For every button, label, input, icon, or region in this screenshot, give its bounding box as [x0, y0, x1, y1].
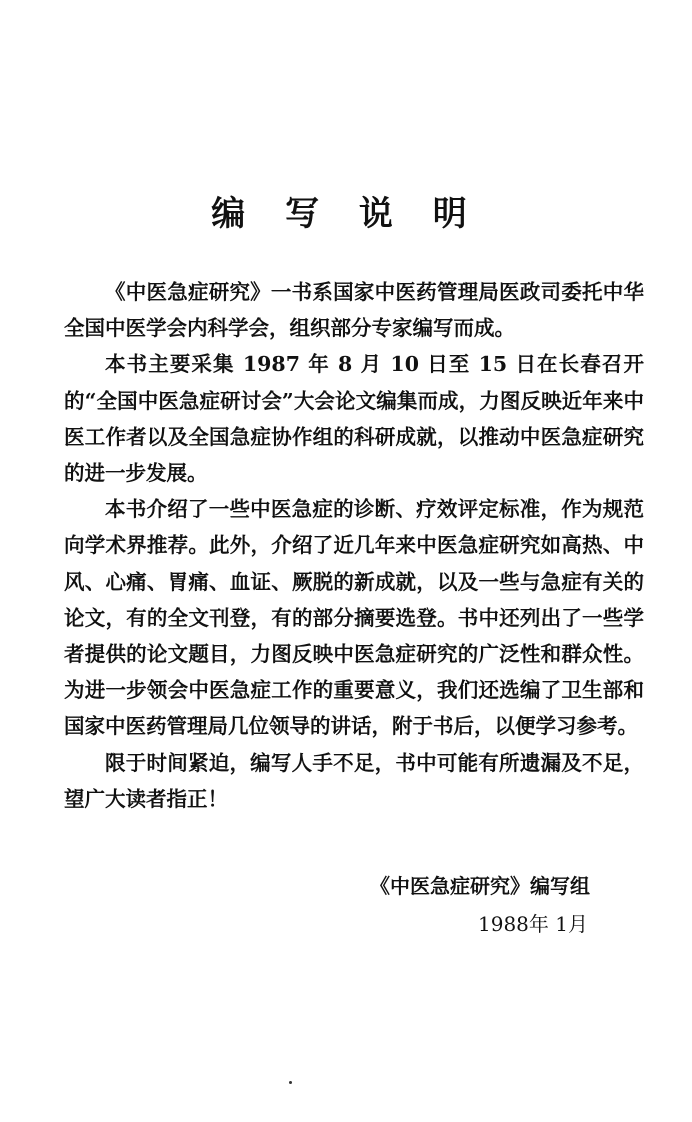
- signature-org: 《中医急症研究》编写组: [370, 874, 590, 898]
- body-text: [64, 274, 644, 817]
- page-title: 编 写 说 明: [211, 194, 481, 234]
- paragraph-apology: 限于时间紧迫，编写人手不足，书中可能有所遗漏及不足，望广大读者指正！: [64, 750, 644, 811]
- scan-speck: [289, 1081, 292, 1084]
- paragraph-intro: 《中医急症研究》一书系国家中医药管理局医政司委托中华全国中医学会内科学会，组织部分专家编写而成。: [64, 280, 644, 341]
- paragraph-content: 本书介绍了一些中医急症的诊断、疗效评定标准，作为规范向学术界推荐。此外，介绍了近几年来中医急症研究如高热、中风、心痛、胃痛、血证、厥脱的新成就，以及一些与急症有关的论文，有的全文刊登，有的部分摘要选登。书中还列出了一些学者提供的论文题目，力图反映中医急症研究的广泛性和群众性。为进一步领会中医急症工作的重要意义，我们还选编了卫生部和国家中医药管理局几位领导的讲话，附于书后，以便学习参考。: [64, 497, 644, 739]
- paragraph-source: 本书主要采集 1987 年 8 月 10 日至 15 日在长春召开的“全国中医急症研讨会”大会论文编集而成，力图反映近年来中医工作者以及全国急症协作组的科研成就，以推动中医急症研究的进一步发展。: [64, 352, 644, 486]
- signature-date: 1988年 1月: [478, 912, 588, 936]
